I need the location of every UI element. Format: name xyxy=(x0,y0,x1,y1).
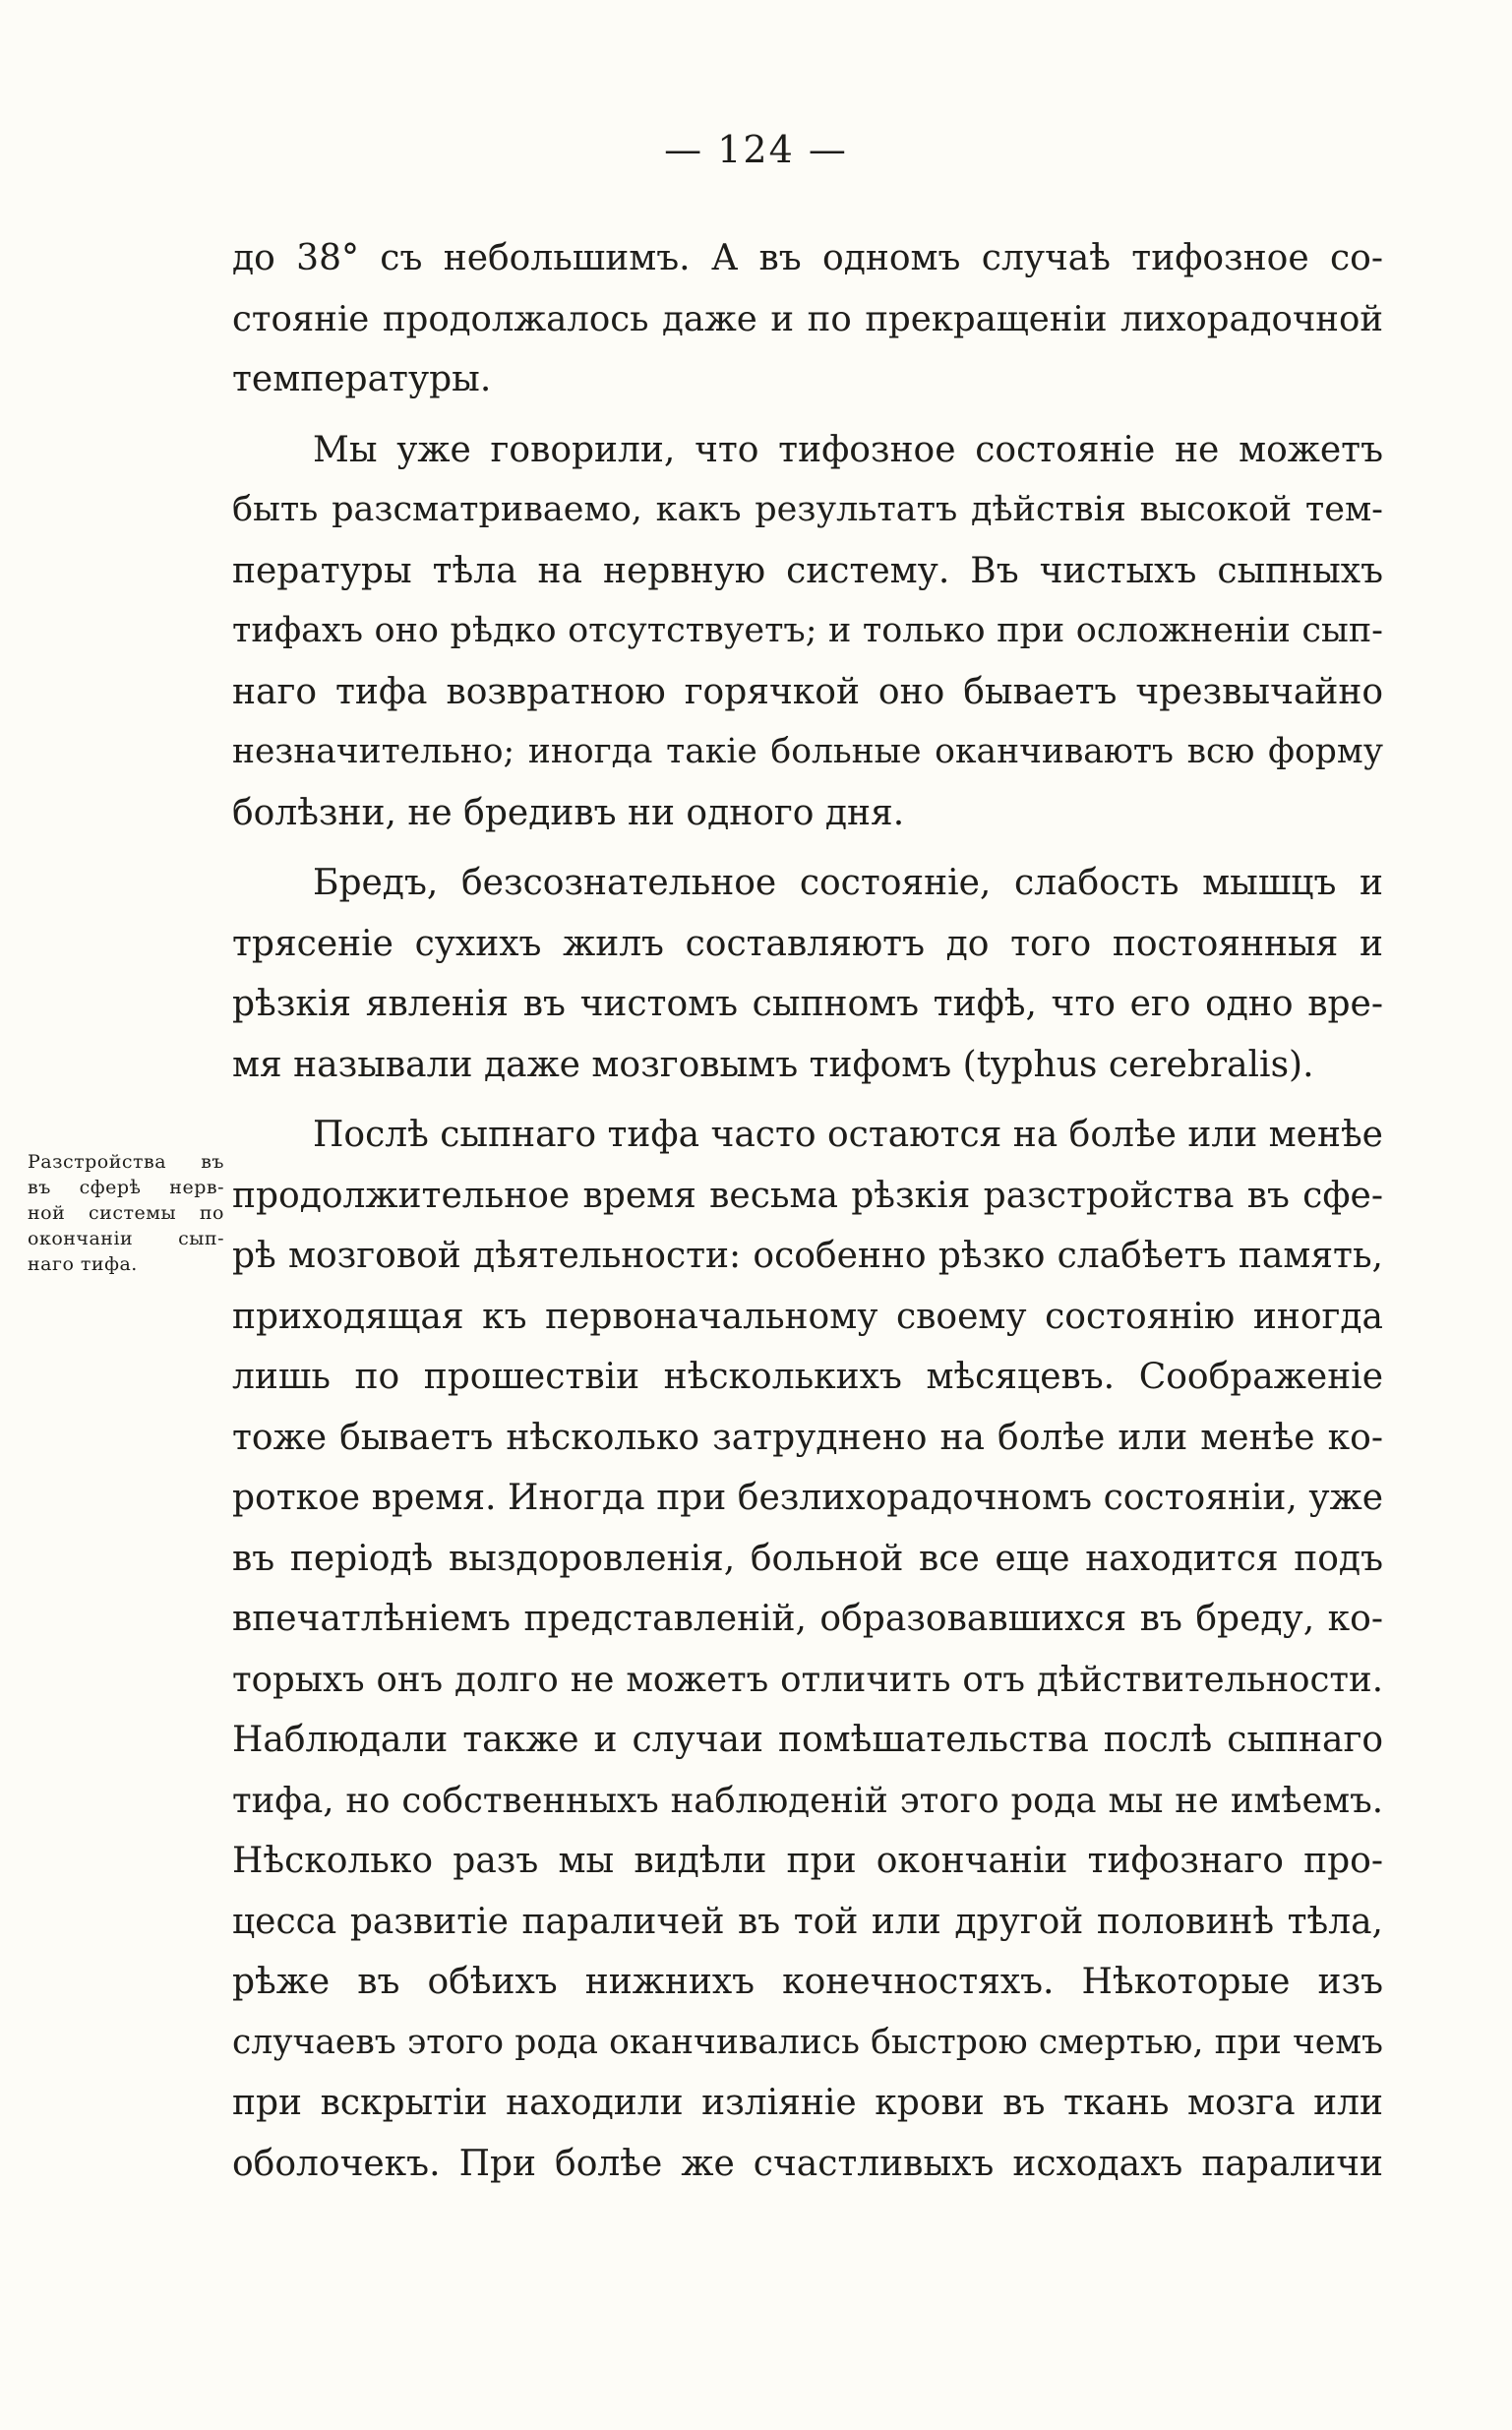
text-line: впечатлѣніемъ представленій, образовавшихся въ бреду, ко- xyxy=(232,1599,1383,1639)
text-line: приходящая къ первоначальному своему состоянію иногда xyxy=(232,1296,1383,1337)
text-line: до 38° съ небольшимъ. А въ одномъ случаѣ тифозное со- xyxy=(232,238,1383,278)
text-line: пературы тѣла на нервную систему. Въ чистыхъ сыпныхъ xyxy=(232,550,1383,591)
text-line: торыхъ онъ долго не можетъ отличить отъ дѣйствительности. xyxy=(232,1659,1383,1700)
text-line: стояніе продолжалось даже и по прекращеніи лихорадочной xyxy=(232,298,1383,339)
text-line: Мы уже говорили, что тифозное состояніе не можетъ xyxy=(313,429,1383,470)
text-line: рѣ мозговой дѣятельности: особенно рѣзко слабѣетъ память, xyxy=(232,1236,1383,1276)
text-line: тоже бываетъ нѣсколько затруднено на болѣе или менѣе ко- xyxy=(232,1417,1383,1458)
text-line: тифа, но собственныхъ наблюденій этого рода мы не имѣемъ. xyxy=(232,1780,1383,1821)
marginal-note xyxy=(28,1149,224,1277)
text-line: Послѣ сыпнаго тифа часто остаются на болѣе или менѣе xyxy=(313,1115,1383,1155)
text-line: оболочекъ. При болѣе же счастливыхъ исходахъ параличи xyxy=(232,2143,1383,2184)
text-line: быть разсматриваемо, какъ результатъ дѣйствія высокой тем- xyxy=(232,490,1383,529)
paragraph xyxy=(232,420,1383,844)
text-line: Бредъ, безсознательное состояніе, слабость мышцъ и xyxy=(313,863,1383,903)
text-line: случаевъ этого рода оканчивались быстрою смертью, при чемъ xyxy=(232,2022,1383,2062)
text-line: наго тифа возвратною горячкой оно бываетъ чрезвычайно xyxy=(232,671,1383,712)
text-line: мя называли даже мозговымъ тифомъ (typhus cerebralis). xyxy=(232,1044,1314,1085)
text-line: температуры. xyxy=(232,359,492,399)
text-line: при вскрытіи находили изліяніе крови въ ткань мозга или xyxy=(232,2083,1383,2123)
paragraph xyxy=(232,228,1383,410)
text-line: роткое время. Иногда при безлихорадочномъ состояніи, уже xyxy=(232,1478,1383,1518)
paragraph xyxy=(232,1105,1383,2194)
text-line: рѣже въ обѣихъ нижнихъ конечностяхъ. Нѣкоторые изъ xyxy=(232,1962,1383,2002)
paragraph xyxy=(232,853,1383,1095)
text-line: тифахъ оно рѣдко отсутствуетъ; и только при осложненіи сып- xyxy=(232,611,1383,650)
text-line: лишь по прошествіи нѣсколькихъ мѣсяцевъ. Соображеніе xyxy=(232,1357,1383,1397)
text-line: рѣзкія явленія въ чистомъ сыпномъ тифѣ, что его одно вре- xyxy=(232,984,1383,1024)
marginal-note-line: въ сферѣ нерв- xyxy=(28,1177,224,1198)
marginal-note-line: окончаніи сып- xyxy=(28,1228,224,1249)
text-line: болѣзни, не бредивъ ни одного дня. xyxy=(232,792,905,833)
text-line: незначительно; иногда такіе больные оканчиваютъ всю форму xyxy=(232,732,1383,771)
text-line: Нѣсколько разъ мы видѣли при окончаніи тифознаго про- xyxy=(232,1841,1383,1881)
page-number: — 124 — xyxy=(664,128,848,171)
text-line: трясеніе сухихъ жилъ составляютъ до того постоянныя и xyxy=(232,923,1383,964)
marginal-note-line: Разстройства въ xyxy=(28,1151,224,1173)
marginal-note-line: наго тифа. xyxy=(28,1253,138,1275)
text-line: въ періодѣ выздоровленія, больной все еще находится подъ xyxy=(232,1538,1383,1579)
text-line: цесса развитіе параличей въ той или другой половинѣ тѣла, xyxy=(232,1901,1383,1942)
text-line: продолжительное время весьма рѣзкія разстройства въ сфе- xyxy=(232,1175,1383,1216)
marginal-note-line: ной системы по xyxy=(28,1202,224,1224)
text-line: Наблюдали также и случаи помѣшательства послѣ сыпнаго xyxy=(232,1720,1383,1760)
body-text xyxy=(232,228,1383,2204)
